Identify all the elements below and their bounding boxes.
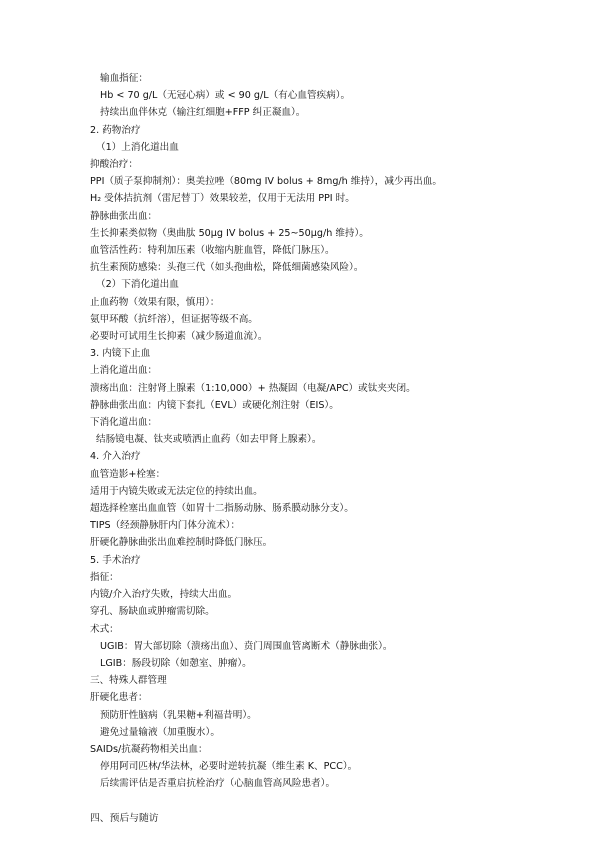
text-line: 2. 药物治疗 <box>90 124 141 136</box>
text-line: 血管造影+栓塞： <box>90 468 166 480</box>
text-line: 下消化道出血： <box>90 417 158 429</box>
text-line: （1）上消化道出血 <box>96 141 179 153</box>
text-line: SAIDs/抗凝药物相关出血： <box>90 743 208 755</box>
text-line: 停用阿司匹林/华法林，必要时逆转抗凝（维生素 K、PCC）。 <box>100 761 358 773</box>
section-heading: 四、预后与随访 <box>90 812 159 824</box>
text-line: 止血药物（效果有限，慎用）： <box>90 296 220 308</box>
text-line: 静脉曲张出血：内镜下套扎（EVL）或硬化剂注射（EIS）。 <box>90 399 339 411</box>
text-lines <box>90 70 550 793</box>
text-line: 抗生素预防感染：头孢三代（如头孢曲松，降低细菌感染风险）。 <box>90 262 364 274</box>
text-line: 5. 手术治疗 <box>90 554 141 566</box>
text-line: 必要时可试用生长抑素（减少肠道血流）。 <box>90 331 268 343</box>
text-line: 内镜/介入治疗失败，持续大出血。 <box>90 589 238 601</box>
text-line: Hb < 70 g/L（无冠心病）或 < 90 g/L（有心血管疾病）。 <box>100 90 351 102</box>
text-line: 适用于内镜失败或无法定位的持续出血。 <box>90 485 263 497</box>
text-line: （2）下消化道出血 <box>96 279 179 291</box>
text-line: 上消化道出血： <box>90 365 158 377</box>
document-body <box>90 70 550 827</box>
text-line: 指征： <box>90 571 119 583</box>
text-line: 肝硬化患者： <box>90 692 148 704</box>
text-line: 血管活性药：特利加压素（收缩内脏血管，降低门脉压）。 <box>90 245 335 257</box>
text-line: 超选择栓塞出血血管（如胃十二指肠动脉、肠系膜动脉分支）。 <box>90 503 354 515</box>
text-line: 避免过量输液（加重腹水）。 <box>100 726 220 738</box>
text-line: 生长抑素类似物（奥曲肽 50μg IV bolus + 25~50μg/h 维持）。 <box>90 227 369 239</box>
text-line: 静脉曲张出血： <box>90 210 158 222</box>
text-line: TIPS（经颈静脉肝内门体分流术）： <box>90 520 241 532</box>
text-line: 术式： <box>90 623 119 635</box>
text-line: 肝硬化静脉曲张出血难控制时降低门脉压。 <box>90 537 273 549</box>
text-line: 3. 内镜下止血 <box>90 348 151 360</box>
text-line: 4. 介入治疗 <box>90 451 141 463</box>
text-line: LGIB：肠段切除（如憩室、肿瘤）。 <box>100 657 252 669</box>
text-line: PPI（质子泵抑制剂）：奥美拉唑（80mg IV bolus + 8mg/h 维持），减少再出血。 <box>90 176 442 188</box>
text-line: 持续出血伴休克（输注红细胞+FFP 纠正凝血）。 <box>100 107 306 119</box>
text-line: H₂ 受体拮抗剂（雷尼替丁）效果较差，仅用于无法用 PPI 时。 <box>90 193 355 205</box>
text-line: 穿孔、肠缺血或肿瘤需切除。 <box>90 606 215 618</box>
text-line: 输血指征： <box>100 73 148 84</box>
section-gap <box>90 793 550 810</box>
text-line: 三、特殊人群管理 <box>90 675 167 687</box>
text-line: 结肠镜电凝、钛夹或喷洒止血药（如去甲肾上腺素）。 <box>96 434 322 446</box>
text-line: 抑酸治疗： <box>90 159 138 171</box>
text-line: 氨甲环酸（抗纤溶），但证据等级不高。 <box>90 313 258 325</box>
text-line: 后续需评估是否重启抗栓治疗（心脑血管高风险患者）。 <box>100 778 336 790</box>
text-line: 溃疡出血：注射肾上腺素（1:10,000）+ 热凝固（电凝/APC）或钛夹夹闭。 <box>90 382 416 394</box>
text-line: 预防肝性脑病（乳果糖+利福昔明）。 <box>100 709 257 721</box>
text-line: UGIB：胃大部切除（溃疡出血）、贲门周围血管离断术（静脉曲张）。 <box>100 640 393 652</box>
